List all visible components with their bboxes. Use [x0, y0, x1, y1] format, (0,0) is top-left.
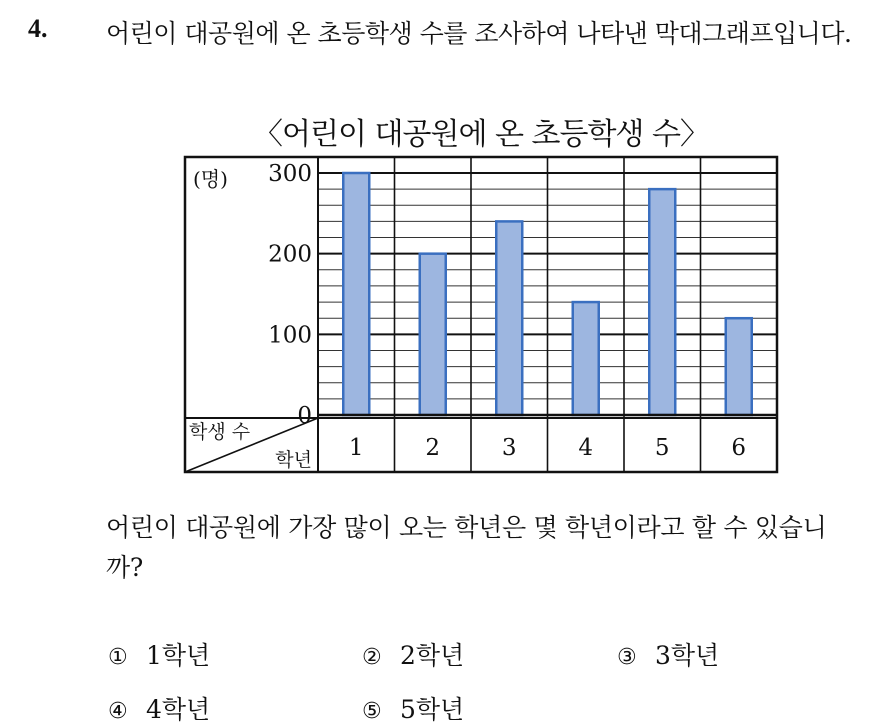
choice-4-mark: ④	[108, 699, 128, 724]
choice-4-label: 4학년	[146, 695, 211, 724]
question-prompt	[106, 508, 866, 588]
bar-grade-6	[726, 318, 752, 415]
y-tick-label: 0	[297, 403, 312, 429]
category-label: 3	[501, 435, 517, 461]
chart-frame-bg	[185, 157, 777, 472]
choice-3-mark: ③	[617, 645, 637, 670]
bar-grade-3	[496, 221, 522, 415]
question-text: 어린이 대공원에 온 초등학생 수를 조사하여 나타낸 막대그래프입니다.	[106, 19, 852, 48]
bar-grade-1	[343, 173, 369, 415]
question-prompt-line-1: 어린이 대공원에 가장 많이 오는 학년은 몇 학년이라고 할 수 있습니	[106, 513, 827, 542]
header-top-label: 학생 수	[189, 421, 251, 443]
choice-1-mark: ①	[108, 645, 128, 670]
category-label: 1	[348, 435, 364, 461]
chart-title: 〈어린이 대공원에 온 초등학생 수〉	[253, 117, 709, 152]
choice-1-label: 1학년	[146, 641, 211, 670]
header-bottom-label: 학년	[275, 449, 312, 471]
y-tick-label: 200	[268, 241, 312, 268]
category-label: 2	[425, 435, 441, 461]
choice-3[interactable]	[617, 636, 719, 672]
category-label: 4	[578, 435, 594, 461]
y-tick-label: 100	[268, 322, 312, 349]
choice-2-label: 2학년	[400, 641, 465, 670]
category-label: 6	[731, 435, 747, 461]
choice-3-label: 3학년	[655, 641, 720, 670]
bar-grade-4	[573, 302, 599, 415]
choice-1[interactable]	[108, 636, 210, 672]
choice-2[interactable]	[362, 636, 464, 672]
y-tick-label: 300	[268, 161, 312, 187]
category-label: 5	[654, 435, 670, 461]
choice-5-mark: ⑤	[362, 699, 382, 724]
choice-2-mark: ②	[362, 645, 382, 670]
bar-grade-5	[649, 189, 675, 415]
y-unit-label: (명)	[193, 167, 228, 191]
bar-grade-2	[420, 254, 446, 415]
choice-5-label: 5학년	[400, 695, 465, 724]
question-number: 4.	[28, 14, 48, 43]
question-prompt-line-2: 까?	[106, 553, 143, 582]
